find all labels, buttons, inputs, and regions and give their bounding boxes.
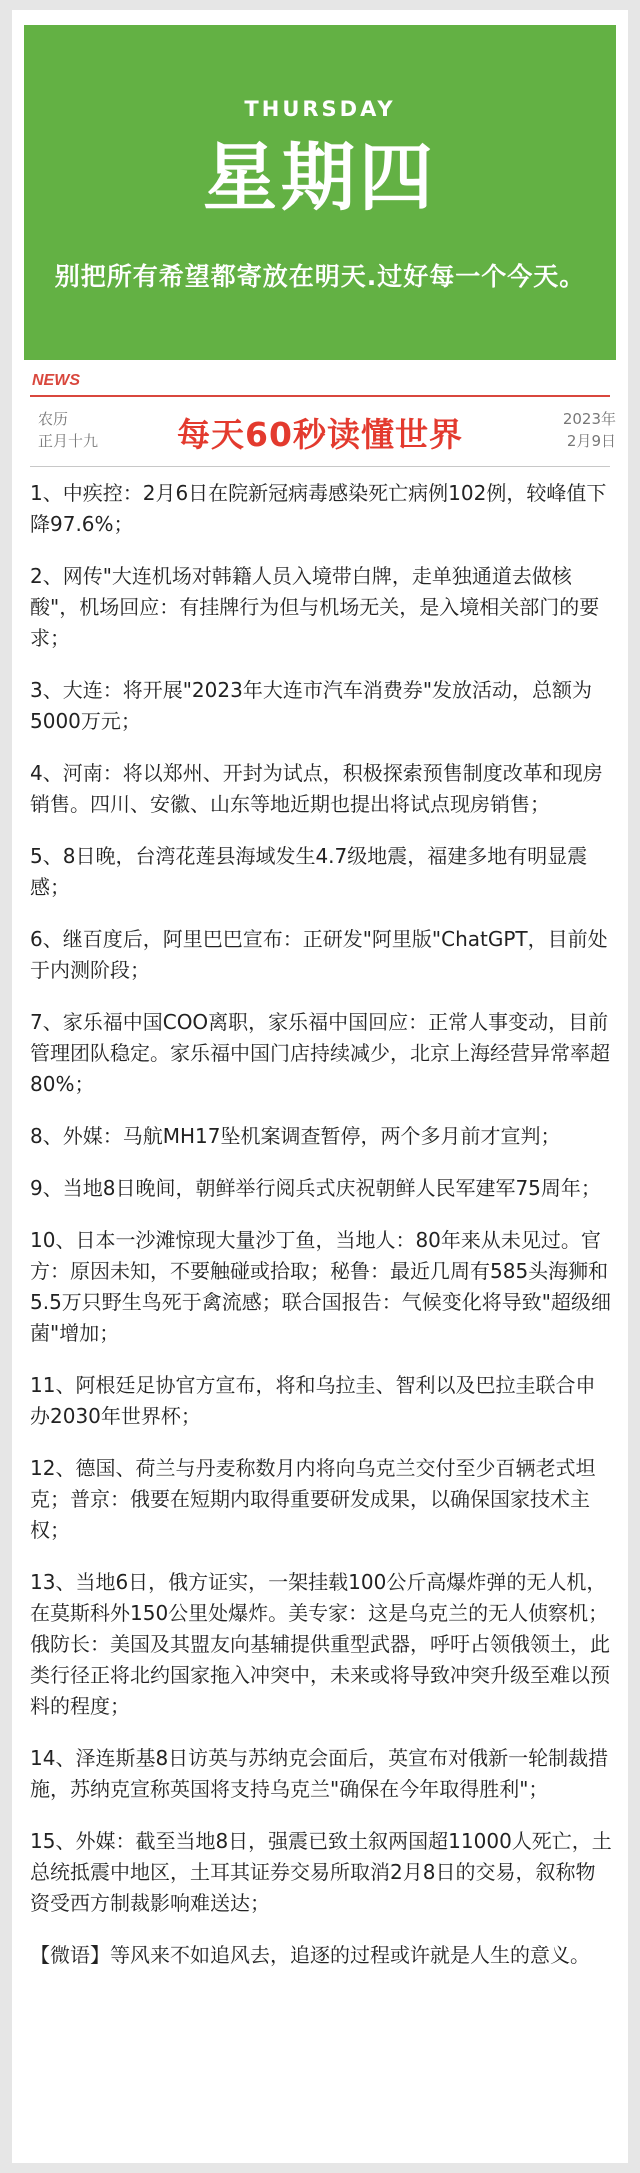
lunar-label: 农历 (38, 410, 69, 428)
lunar-date: 正月十九 (38, 432, 99, 450)
article-card (12, 10, 628, 2163)
header-divider-bottom (30, 466, 610, 467)
news-item: 13、当地6日，俄方证实，一架挂载100公斤高爆炸弹的无人机，在莫斯科外150公里处爆炸。美专家：这是乌克兰的无人侦察机；俄防长：美国及其盟友向基辅提供重型武器，呼吁占领俄领土，此类行径正将北约国家拖入冲突中，未来或将导致冲突升级至难以预料的程度； (30, 1570, 610, 1718)
news-item: 12、德国、荷兰与丹麦称数月内将向乌克兰交付至少百辆老式坦克；普京：俄要在短期内取得重要研发成果，以确保国家技术主权； (30, 1456, 596, 1542)
news-item: 7、家乐福中国COO离职，家乐福中国回应：正常人事变动，目前管理团队稳定。家乐福中国门店持续减少，北京上海经营异常率超80%； (30, 1010, 610, 1096)
news-item: 3、大连：将开展"2023年大连市汽车消费券"发放活动，总额为5000万元； (30, 678, 593, 733)
news-tag: NEWS (32, 372, 80, 389)
news-item: 14、泽连斯基8日访英与苏纳克会面后，英宣布对俄新一轮制裁措施，苏纳克宣称英国将支持乌克兰"确保在今年取得胜利"； (30, 1746, 609, 1801)
header-divider-top (30, 395, 610, 397)
news-item: 6、继百度后，阿里巴巴宣布：正研发"阿里版"ChatGPT，目前处于内测阶段； (30, 927, 608, 982)
page-title: 每天60秒读懂世界 (177, 415, 463, 454)
news-item: 11、阿根廷足协官方宣布，将和乌拉圭、智利以及巴拉圭联合申办2030年世界杯； (30, 1373, 596, 1428)
date-label: 2月9日 (566, 432, 616, 450)
weekday-chinese: 星期四 (203, 135, 437, 221)
gregorian-date-block (563, 408, 616, 452)
news-item: 8、外媒：马航MH17坠机案调查暂停，两个多月前才宣判； (30, 1124, 561, 1148)
day-banner (24, 25, 616, 360)
news-item: 9、当地8日晚间，朝鲜举行阅兵式庆祝朝鲜人民军建军75周年； (30, 1176, 601, 1200)
daily-quote: 【微语】等风来不如追风去，追逐的过程或许就是人生的意义。 (30, 1943, 590, 1967)
weekday-english: THURSDAY (244, 97, 396, 121)
news-item: 4、河南：将以郑州、开封为试点，积极探索预售制度改革和现房销售。四川、安徽、山东等地近期也提出将试点现房销售； (30, 761, 603, 816)
year-label: 2023年 (562, 410, 616, 428)
news-list (30, 478, 612, 1971)
banner-motto: 别把所有希望都寄放在明天.过好每一个今天。 (54, 262, 586, 291)
news-item: 2、网传"大连机场对韩籍人员入境带白牌，走单独通道去做核酸"，机场回应：有挂牌行为但与机场无关，是入境相关部门的要求； (30, 564, 600, 650)
news-item: 10、日本一沙滩惊现大量沙丁鱼，当地人：80年来从未见过。官方：原因未知，不要触碰或拾取；秘鲁：最近几周有585头海狮和5.5万只野生鸟死于禽流感；联合国报告：气候变化将导致"超级细菌"增加； (30, 1228, 612, 1345)
news-item: 1、中疾控：2月6日在院新冠病毒感染死亡病例102例，较峰值下降97.6%； (30, 481, 607, 536)
news-item: 15、外媒：截至当地8日，强震已致土叙两国超11000人死亡，土总统抵震中地区，土耳其证券交易所取消2月8日的交易，叙称物资受西方制裁影响难送达； (30, 1829, 612, 1915)
news-item: 5、8日晚，台湾花莲县海域发生4.7级地震，福建多地有明显震感； (30, 844, 588, 899)
